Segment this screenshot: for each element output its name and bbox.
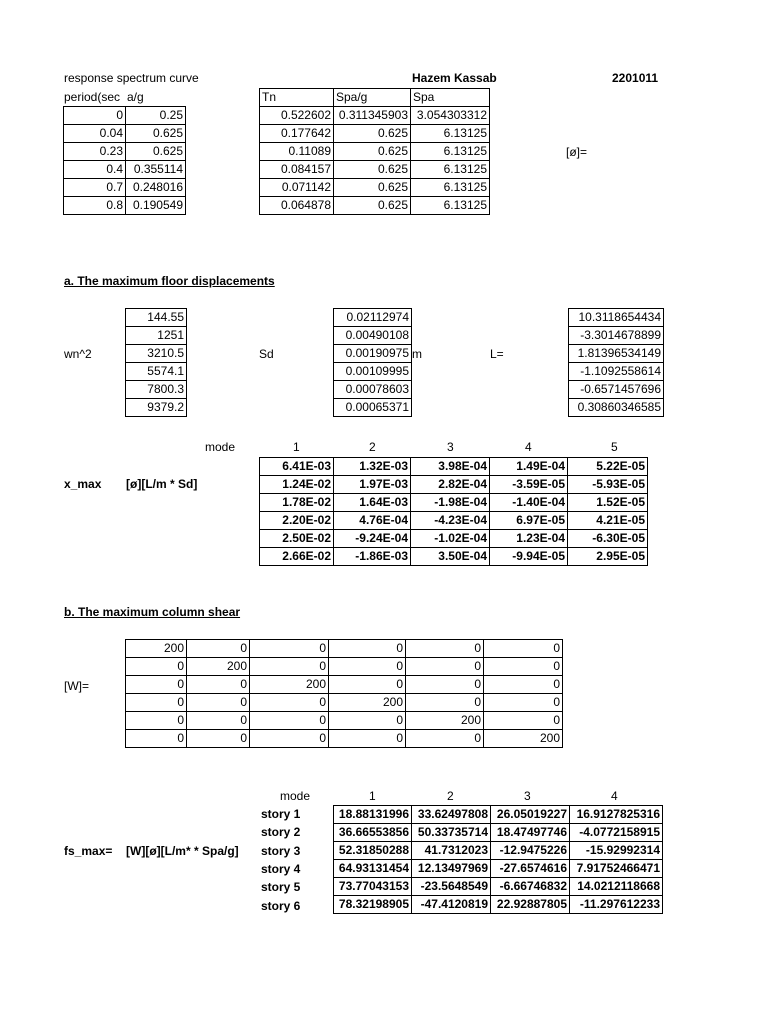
cell: 0.30860346585 [569, 399, 664, 417]
cell: 0.625 [334, 161, 411, 179]
cell: 4.21E-05 [568, 512, 648, 530]
section-a-title: a. The maximum floor displacements [64, 274, 275, 288]
xmax-label: x_max [64, 477, 102, 491]
story-label: story 4 [261, 861, 301, 876]
cell: 1.64E-03 [334, 494, 411, 512]
cell: 2.95E-05 [568, 548, 648, 566]
cell: 0 [484, 640, 563, 658]
mode-number: 1 [293, 440, 300, 454]
cell: 78.32198905 [334, 896, 412, 914]
mode-number: 2 [369, 440, 376, 454]
sd-row [334, 327, 412, 345]
cell: 10.3118654434 [569, 309, 664, 327]
xmax-row [260, 530, 648, 548]
cell: 2.20E-02 [260, 512, 334, 530]
w-row [126, 676, 563, 694]
cell: 0.248016 [126, 179, 186, 197]
spectrum-row [64, 125, 186, 143]
cell: 0.00065371 [334, 399, 412, 417]
cell: 4.76E-04 [334, 512, 411, 530]
cell: 0.02112974 [334, 309, 412, 327]
mode-number: 2 [447, 789, 454, 803]
column-header: Tn [260, 89, 334, 107]
cell: -6.66746832 [491, 878, 570, 896]
cell: 3210.5 [126, 345, 187, 363]
cell: 0.522602 [260, 107, 334, 125]
l-table [568, 308, 664, 417]
fs-formula: [W][ø][L/m* * Spa/g] [126, 844, 239, 858]
cell: 5.22E-05 [568, 458, 648, 476]
cell: 6.13125 [411, 143, 490, 161]
cell: -47.4120819 [412, 896, 491, 914]
cell: 0 [126, 694, 187, 712]
cell: 0 [250, 694, 329, 712]
cell: -4.23E-04 [411, 512, 490, 530]
cell: 0 [484, 712, 563, 730]
cell: 6.13125 [411, 161, 490, 179]
tn-row [260, 161, 490, 179]
cell: 7800.3 [126, 381, 187, 399]
cell: 0.625 [334, 179, 411, 197]
cell: -3.59E-05 [490, 476, 568, 494]
mode-number: 4 [525, 440, 532, 454]
cell: 9379.2 [126, 399, 187, 417]
cell: 2.50E-02 [260, 530, 334, 548]
sd-label: Sd [259, 347, 274, 361]
cell: 0 [64, 107, 126, 125]
cell: 1.49E-04 [490, 458, 568, 476]
spectrum-row [64, 143, 186, 161]
cell: -1.1092558614 [569, 363, 664, 381]
spectrum-row [64, 107, 186, 125]
spectrum-row [64, 197, 186, 215]
cell: 6.97E-05 [490, 512, 568, 530]
sheet-title: response spectrum curve [64, 71, 199, 85]
cell: 0 [484, 676, 563, 694]
cell: 52.31850288 [334, 842, 412, 860]
xmax-row [260, 476, 648, 494]
cell: 0.7 [64, 179, 126, 197]
cell: 3.50E-04 [411, 548, 490, 566]
l-row [569, 381, 664, 399]
w-row [126, 730, 563, 748]
cell: 0.00078603 [334, 381, 412, 399]
cell: 0 [126, 658, 187, 676]
cell: 200 [484, 730, 563, 748]
wn2-row [126, 309, 187, 327]
cell: 0 [187, 640, 250, 658]
wn2-row [126, 399, 187, 417]
w-row [126, 658, 563, 676]
cell: 1.23E-04 [490, 530, 568, 548]
phi-label: [ø]= [566, 145, 588, 159]
cell: -3.3014678899 [569, 327, 664, 345]
cell: -23.5648549 [412, 878, 491, 896]
cell: 18.47497746 [491, 824, 570, 842]
cell: 0 [329, 658, 406, 676]
mode-label-b: mode [280, 789, 311, 803]
tn-row [260, 143, 490, 161]
cell: 0.11089 [260, 143, 334, 161]
cell: 0 [187, 730, 250, 748]
cell: 0 [250, 658, 329, 676]
cell: 0.084157 [260, 161, 334, 179]
cell: 0 [250, 730, 329, 748]
wn2-row [126, 381, 187, 399]
sd-table [333, 308, 412, 417]
cell: 16.9127825316 [570, 806, 663, 824]
cell: 5574.1 [126, 363, 187, 381]
column-header: Spa [411, 89, 490, 107]
student-id: 2201011 [612, 71, 659, 85]
xmax-row [260, 548, 648, 566]
cell: 2.66E-02 [260, 548, 334, 566]
cell: 1.78E-02 [260, 494, 334, 512]
cell: 14.0212118668 [570, 878, 663, 896]
cell: -1.98E-04 [411, 494, 490, 512]
mode-number: 4 [611, 789, 618, 803]
cell: 0 [126, 730, 187, 748]
story-label: story 6 [261, 898, 301, 913]
cell: 144.55 [126, 309, 187, 327]
cell: 200 [406, 712, 484, 730]
cell: 41.7312023 [412, 842, 491, 860]
cell: 0.04 [64, 125, 126, 143]
story-label: story 3 [261, 843, 301, 858]
l-label: L= [490, 347, 504, 361]
wn2-table [125, 308, 187, 417]
cell: 0 [406, 640, 484, 658]
story-label: story 1 [261, 807, 301, 821]
sd-row [334, 363, 412, 381]
cell: 1.52E-05 [568, 494, 648, 512]
cell: 200 [126, 640, 187, 658]
wn2-row [126, 345, 187, 363]
cell: 0 [187, 694, 250, 712]
cell: 6.41E-03 [260, 458, 334, 476]
cell: 1.81396534149 [569, 345, 664, 363]
cell: -12.9475226 [491, 842, 570, 860]
cell: -5.93E-05 [568, 476, 648, 494]
fs-row [334, 824, 663, 842]
fs-table [333, 805, 663, 914]
cell: -6.30E-05 [568, 530, 648, 548]
cell: 6.13125 [411, 197, 490, 215]
sd-row [334, 381, 412, 399]
cell: -15.92992314 [570, 842, 663, 860]
cell: 0 [187, 676, 250, 694]
cell: 12.13497969 [412, 860, 491, 878]
w-matrix [125, 639, 563, 748]
cell: 73.77043153 [334, 878, 412, 896]
l-row [569, 399, 664, 417]
w-row [126, 712, 563, 730]
cell: -9.94E-05 [490, 548, 568, 566]
wn2-label: wn^2 [64, 347, 92, 361]
cell: 33.62497808 [412, 806, 491, 824]
cell: 0 [329, 640, 406, 658]
period-header: period(sec [64, 90, 121, 104]
cell: 0.00109995 [334, 363, 412, 381]
story-label: story 5 [261, 880, 301, 895]
cell: 0.8 [64, 197, 126, 215]
cell: -1.02E-04 [411, 530, 490, 548]
w-label: [W]= [64, 679, 90, 693]
cell: 200 [329, 694, 406, 712]
cell: 0 [250, 640, 329, 658]
tn-row [260, 107, 490, 125]
column-header: Spa/g [334, 89, 411, 107]
fs-label: fs_max= [64, 844, 113, 858]
l-row [569, 345, 664, 363]
cell: 1251 [126, 327, 187, 345]
cell: -27.6574616 [491, 860, 570, 878]
cell: 18.88131996 [334, 806, 412, 824]
cell: 0.00190975 [334, 345, 412, 363]
cell: 0 [329, 712, 406, 730]
cell: 0.625 [334, 143, 411, 161]
cell: -1.40E-04 [490, 494, 568, 512]
cell: 0.190549 [126, 197, 186, 215]
cell: 0.064878 [260, 197, 334, 215]
cell: 3.054303312 [411, 107, 490, 125]
cell: 22.92887805 [491, 896, 570, 914]
cell: 0 [126, 676, 187, 694]
cell: 0 [126, 712, 187, 730]
cell: -1.86E-03 [334, 548, 411, 566]
wn2-row [126, 327, 187, 345]
spectrum-row [64, 161, 186, 179]
cell: -9.24E-04 [334, 530, 411, 548]
cell: 200 [187, 658, 250, 676]
mode-number: 3 [524, 789, 531, 803]
mode-number: 1 [369, 789, 376, 803]
cell: 0.355114 [126, 161, 186, 179]
l-row [569, 363, 664, 381]
section-b-title: b. The maximum column shear [64, 605, 241, 619]
tn-header-row [260, 89, 490, 107]
cell: -11.297612233 [570, 896, 663, 914]
w-row [126, 640, 563, 658]
cell: 0.177642 [260, 125, 334, 143]
w-row [126, 694, 563, 712]
story-label: story 2 [261, 825, 301, 840]
cell: 0 [406, 730, 484, 748]
cell: 1.97E-03 [334, 476, 411, 494]
cell: 0 [406, 676, 484, 694]
cell: 0 [187, 712, 250, 730]
cell: 0.23 [64, 143, 126, 161]
cell: 0 [329, 676, 406, 694]
cell: 0 [484, 694, 563, 712]
tn-row [260, 179, 490, 197]
cell: 0.4 [64, 161, 126, 179]
ag-header: a/g [127, 90, 144, 104]
mode-label-a: mode [205, 440, 236, 454]
cell: 50.33735714 [412, 824, 491, 842]
fs-row [334, 806, 663, 824]
cell: 0 [406, 694, 484, 712]
sd-row [334, 309, 412, 327]
cell: 6.13125 [411, 179, 490, 197]
l-row [569, 309, 664, 327]
xmax-row [260, 512, 648, 530]
cell: 26.05019227 [491, 806, 570, 824]
cell: 0.311345903 [334, 107, 411, 125]
cell: 64.93131454 [334, 860, 412, 878]
cell: 3.98E-04 [411, 458, 490, 476]
cell: 1.24E-02 [260, 476, 334, 494]
l-row [569, 327, 664, 345]
cell: -0.6571457696 [569, 381, 664, 399]
cell: 2.82E-04 [411, 476, 490, 494]
fs-row [334, 896, 663, 914]
author-name: Hazem Kassab [412, 71, 497, 85]
xmax-formula: [ø][L/m * Sd] [126, 477, 198, 491]
fs-row [334, 842, 663, 860]
mode-number: 5 [611, 440, 618, 454]
fs-row [334, 860, 663, 878]
spectrum-row [64, 179, 186, 197]
cell: 0 [250, 712, 329, 730]
xmax-row [260, 494, 648, 512]
tn-row [260, 125, 490, 143]
cell: 0 [329, 730, 406, 748]
tn-table [259, 88, 490, 215]
wn2-row [126, 363, 187, 381]
cell: 6.13125 [411, 125, 490, 143]
cell: 1.32E-03 [334, 458, 411, 476]
cell: 0.625 [126, 143, 186, 161]
cell: 36.66553856 [334, 824, 412, 842]
sd-row [334, 345, 412, 363]
fs-row [334, 878, 663, 896]
cell: 0 [406, 658, 484, 676]
cell: 0.625 [334, 125, 411, 143]
sd-unit: m [412, 347, 422, 361]
xmax-row [260, 458, 648, 476]
sd-row [334, 399, 412, 417]
cell: 200 [250, 676, 329, 694]
cell: 0.25 [126, 107, 186, 125]
cell: -4.0772158915 [570, 824, 663, 842]
cell: 0.00490108 [334, 327, 412, 345]
cell: 0.071142 [260, 179, 334, 197]
xmax-table [259, 457, 648, 566]
spectrum-table [63, 106, 186, 215]
cell: 0.625 [126, 125, 186, 143]
tn-row [260, 197, 490, 215]
mode-number: 3 [447, 440, 454, 454]
cell: 0.625 [334, 197, 411, 215]
cell: 0 [484, 658, 563, 676]
cell: 7.91752466471 [570, 860, 663, 878]
